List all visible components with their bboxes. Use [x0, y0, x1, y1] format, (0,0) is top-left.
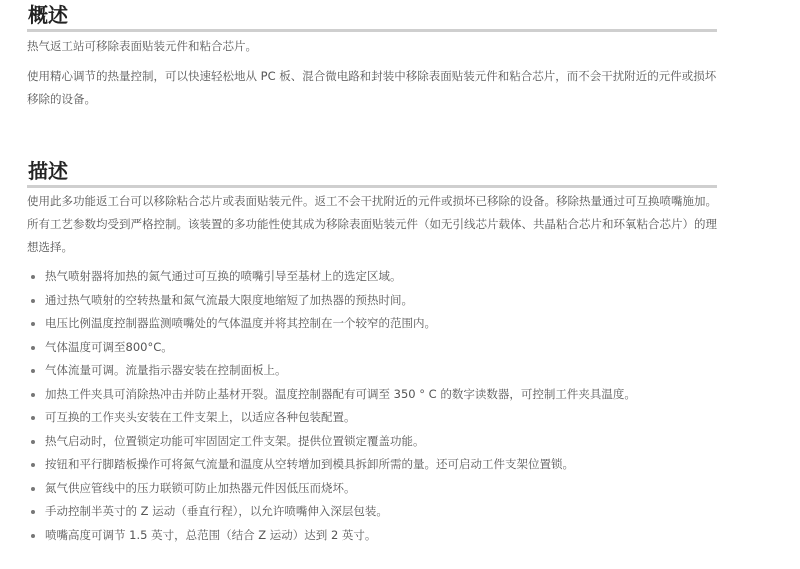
bullet-icon: [31, 510, 35, 514]
list-item: [27, 500, 717, 524]
list-item-text: 气体温度可调至800°C。: [45, 339, 173, 354]
list-item: [27, 383, 717, 407]
description-divider: [27, 185, 717, 188]
bullet-icon: [31, 534, 35, 538]
bullet-icon: [31, 463, 35, 467]
list-item: [27, 312, 717, 336]
feature-list: [27, 265, 717, 547]
list-item-text: 喷嘴高度可调节 1.5 英寸，总范围（结合 Z 运动）达到 2 英寸。: [45, 527, 377, 542]
list-item: [27, 265, 717, 289]
overview-paragraph-1: 热气返工站可移除表面贴装元件和粘合芯片。: [27, 39, 257, 53]
overview-divider: [27, 29, 717, 32]
list-item-text: 按钮和平行脚踏板操作可将氮气流量和温度从空转增加到模具拆卸所需的量。还可启动工件支架位置锁。: [45, 457, 574, 471]
list-item: [27, 289, 717, 313]
list-item: [27, 453, 717, 477]
bullet-icon: [31, 369, 35, 373]
list-item: [27, 336, 717, 360]
overview-paragraph-2: 使用精心调节的热量控制，可以快速轻松地从 PC 板、混合微电路和封装中移除表面贴装元件和粘合芯片，而不会干扰附近的元件或损坏移除的设备。: [27, 69, 717, 106]
bullet-icon: [31, 299, 35, 303]
list-item-text: 电压比例温度控制器监测喷嘴处的气体温度并将其控制在一个较窄的范围内。: [45, 316, 436, 330]
list-item-text: 可互换的工作夹头安装在工件支架上，以适应各种包装配置。: [45, 410, 356, 424]
list-item: [27, 524, 717, 548]
list-item-text: 加热工件夹具可消除热冲击并防止基材开裂。温度控制器配有可调至 350 ° C 的数字读数器，可控制工件夹具温度。: [45, 386, 636, 401]
bullet-icon: [31, 416, 35, 420]
list-item-text: 通过热气喷射的空转热量和氮气流最大限度地缩短了加热器的预热时间。: [45, 292, 413, 307]
list-item: [27, 406, 717, 430]
list-item: [27, 477, 717, 501]
description-section: [27, 158, 717, 547]
list-item-text: 气体流量可调。流量指示器安装在控制面板上。: [45, 363, 287, 377]
bullet-icon: [31, 275, 35, 279]
overview-heading: 概述: [28, 3, 68, 27]
list-item: [27, 430, 717, 454]
list-item-text: 热气喷射器将加热的氮气通过可互换的喷嘴引导至基材上的选定区域。: [45, 269, 402, 283]
bullet-icon: [31, 346, 35, 350]
bullet-icon: [31, 440, 35, 444]
list-item: [27, 359, 717, 383]
overview-section: [27, 2, 717, 111]
description-intro: 使用此多功能返工台可以移除粘合芯片或表面贴装元件。返工不会干扰附近的元件或损坏已移除的设备。移除热量通过可互换喷嘴施加。所有工艺参数均受到严格控制。该装置的多功能性使其成为移除表面贴装元件（如无引线芯片载体、共晶粘合芯片和环氧粘合芯片）的理想选择。: [27, 194, 717, 254]
list-item-text: 热气启动时，位置锁定功能可牢固固定工件支架。提供位置锁定覆盖功能。: [45, 433, 425, 448]
list-item-text: 手动控制半英寸的 Z 运动（垂直行程），以允许喷嘴伸入深层包装。: [45, 504, 388, 518]
bullet-icon: [31, 393, 35, 397]
bullet-icon: [31, 487, 35, 491]
bullet-icon: [31, 322, 35, 326]
description-heading: 描述: [28, 159, 68, 183]
list-item-text: 氮气供应管线中的压力联锁可防止加热器元件因低压而烧坏。: [45, 480, 356, 495]
